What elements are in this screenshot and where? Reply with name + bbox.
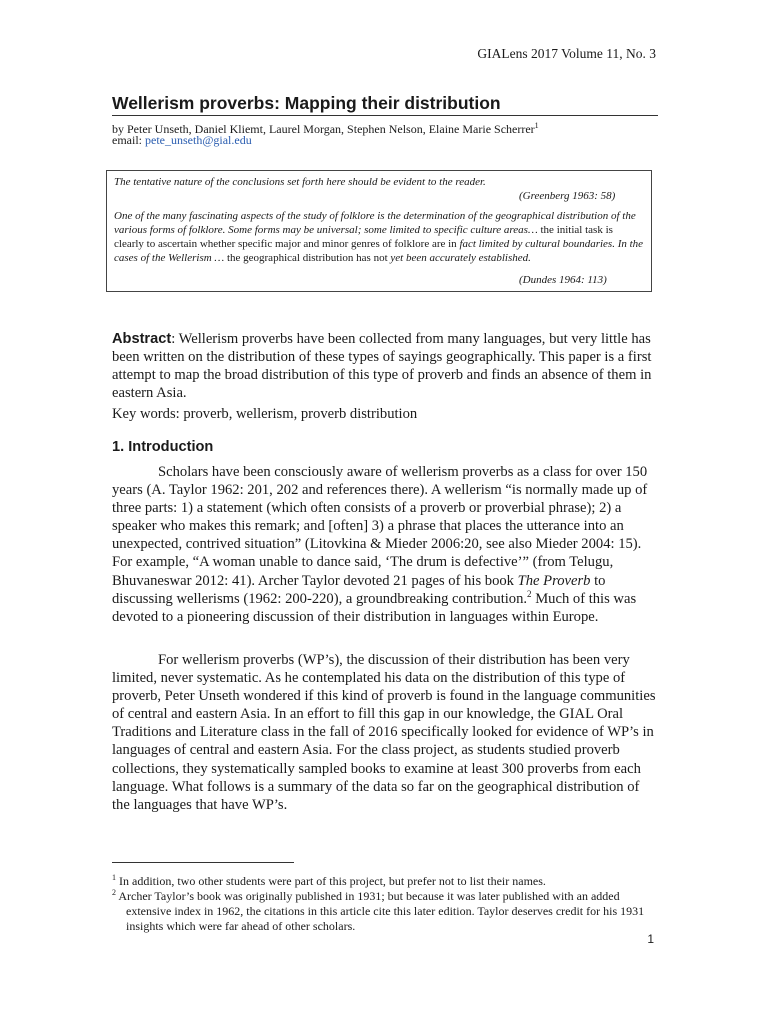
email-label: email: [112,133,145,147]
footnote-1: $^1$ In addition, two other students were part of this project, but prefer not to list their names. [112,873,546,888]
abstract [112,330,658,402]
book-title: The Proverb [517,572,591,589]
keywords: Key words: proverb, wellerism, proverb distribution [112,406,418,422]
footnote-marker: 1 [534,121,539,130]
epigraph-quote-1: The tentative nature of the conclusions set forth here should be evident to the reader. [114,176,486,188]
title-rule [112,115,658,116]
footnote-marker: 2 [527,588,532,599]
abstract-text: : Wellerism proverbs have been collected from many languages, but very little has been written on the distribution of these types of sayings geographically. This paper is a first attempt to map the broad distribution of this type of proverb and finds an absence of them in eastern Asia. [112,331,652,401]
footnote-rule [112,862,294,863]
article-title: Wellerism proverbs: Mapping their distribution [112,93,501,113]
epigraph-cite-1: (Greenberg 1963: 58) [519,190,616,202]
email-link[interactable]: pete_unseth@gial.edu [145,133,252,147]
paragraph-1: Scholars have been consciously aware of wellerism proverbs as a class for over 150 years (A. Taylor 1962: 201, 202 and references there). A wellerism “is normally made up of three parts: 1) a statement (which often consists of a proverb or proverbial phrase); 2) a speaker who makes this remark; and [often] 3) a phrase that places the utterance into an unexpected, contrived situation” (Litovkina & Mieder 2006:20, see also Mieder 2004: 15). For example, “A woman unable to dance said, ‘The drum is defective’” (from Telugu, Bhuvaneswar 2012: 41). Archer Taylor devoted 21 pages of his book The Proverb to discussing wellerisms (1962: 200-220), a groundbreaking contribution.$^2$ Much of this was devoted to a pioneering discussion of their distribution in languages within Europe. [112,464,648,625]
epigraph-box [106,170,652,292]
paragraph-2: For wellerism proverbs (WP’s), the discussion of their distribution has been very limited, never systematic. As he contemplated his data on the distribution of this type of proverb, Peter Unseth wondered if this kind of proverb is found in the language communities of central and eastern Asia. In an effort to fill this gap in our knowledge, the GIAL Oral Traditions and Literature class in the fall of 2016 specifically looked for evidence of WP’s in languages of central and eastern Asia. For the class project, as students studied proverb collections, they systematically sampled books to examine at least 300 proverbs from each language. What follows is a summary of the data so far on the geographical distribution of the languages that have WP’s. [112,652,656,813]
epigraph-cite-2: (Dundes 1964: 113) [519,274,607,286]
running-head: GIALens 2017 Volume 11, No. 3 [477,46,656,61]
page-number: 1 [647,932,654,946]
section-heading: 1. Introduction [112,439,214,455]
abstract-label: Abstract [112,331,172,347]
footnote-2: $^2$ Archer Taylor’s book was originally published in 1931; but because it was later published with an added extensive index in 1962, the citations in this article cite this later edition. Taylor deserves credit for his 1931 insights which were far ahead of other scholars. [112,888,645,933]
email-line [112,133,252,148]
authors: by Peter Unseth, Daniel Kliemt, Laurel Morgan, Stephen Nelson, Elaine Marie Scherrer [112,122,535,136]
epigraph-quote-2: One of the many fascinating aspects of the study of folklore is the determination of the geographical distribution of the various forms of folklore. Some forms may be universal; some limited to specific culture areas… the initial task is clearly to ascertain whether specific major and minor genres of folklore are in fact limited by cultural boundaries. In the cases of the Wellerism … the geographical distribution has not yet been accurately established. [114,210,644,264]
